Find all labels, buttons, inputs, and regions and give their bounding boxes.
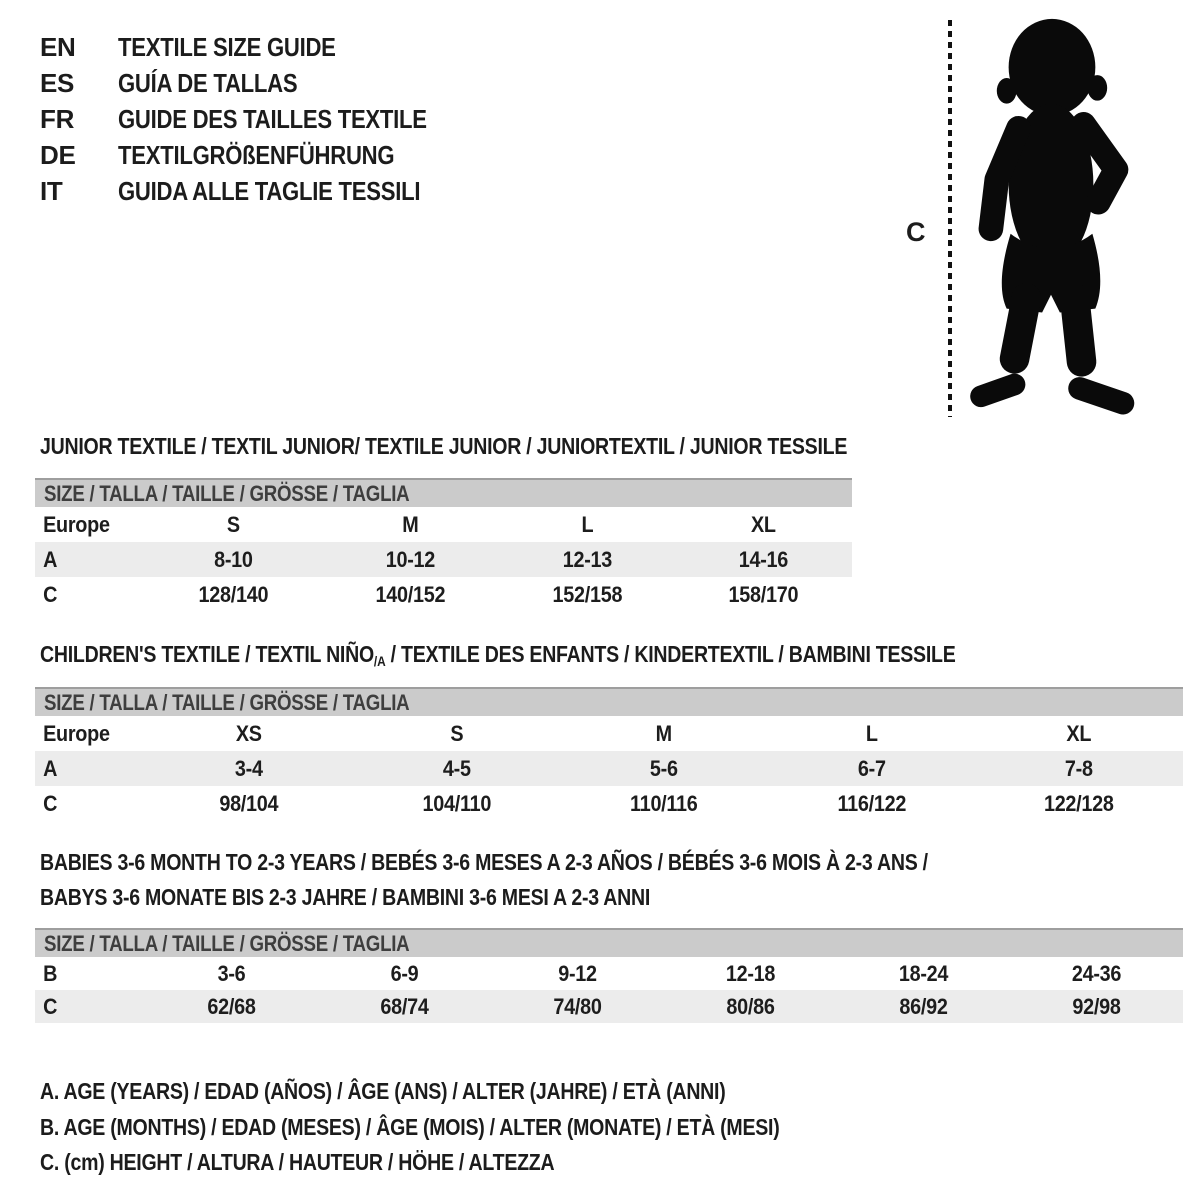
language-header (40, 30, 481, 209)
height-measure-dashed-line (948, 20, 952, 417)
table-cell: XL (751, 511, 776, 537)
table-row (35, 507, 852, 542)
table-cell: M (402, 511, 419, 537)
children-heading-pre: CHILDREN'S TEXTILE / TEXTIL NIÑO (40, 641, 374, 667)
table-cell: 14-16 (738, 546, 789, 572)
lang-title: GUÍA DE TALLAS (118, 68, 298, 99)
height-measure-label: C (906, 217, 926, 247)
babies-section-heading (40, 845, 1085, 915)
size-header-bar (35, 687, 1183, 716)
table-cell: 12-13 (562, 546, 612, 572)
footnote-a (40, 1074, 910, 1110)
lang-code: ES (40, 68, 75, 99)
table-cell: 110/116 (630, 790, 698, 816)
table-cell: 92/98 (1072, 993, 1121, 1019)
size-header-label: SIZE / TALLA / TAILLE / GRÖSSE / TAGLIA (44, 480, 410, 506)
table-cell: 68/74 (380, 993, 429, 1019)
table-cell: 24-36 (1071, 960, 1122, 986)
table-row (35, 990, 1183, 1023)
table-cell: 12-18 (725, 960, 776, 986)
table-cell: 122/128 (1044, 790, 1115, 816)
size-header-label: SIZE / TALLA / TAILLE / GRÖSSE / TAGLIA (44, 689, 410, 715)
footnote-b (40, 1110, 910, 1146)
junior-size-table (35, 478, 852, 612)
table-cell: M (655, 720, 673, 746)
table-row (35, 957, 1183, 990)
lang-row-en (40, 30, 481, 66)
table-cell: 3-4 (234, 755, 263, 781)
table-row (35, 751, 1183, 786)
table-cell: 152/158 (552, 581, 622, 607)
table-cell: 104/110 (422, 790, 491, 816)
footnote-text: B. AGE (MONTHS) / EDAD (MESES) / ÂGE (MOIS) / ALTER (MONATE) / ETÀ (MESI) (40, 1113, 780, 1140)
table-cell: 128/140 (198, 581, 269, 607)
size-header-label: SIZE / TALLA / TAILLE / GRÖSSE / TAGLIA (44, 930, 410, 956)
table-cell: 140/152 (375, 581, 445, 607)
table-cell: XS (235, 720, 262, 746)
lang-code: FR (40, 103, 75, 134)
table-cell: 10-12 (385, 546, 435, 572)
table-cell: 74/80 (553, 993, 602, 1019)
row-label: B (43, 960, 58, 986)
table-cell: 6-9 (390, 960, 419, 986)
junior-section-heading: JUNIOR TEXTILE / TEXTIL JUNIOR/ TEXTILE JUNIOR / JUNIORTEXTIL / JUNIOR TESSILE (40, 433, 848, 459)
row-label: C (43, 581, 58, 607)
table-row (35, 542, 852, 577)
row-label: Europe (43, 720, 110, 746)
footnote-text: A. AGE (YEARS) / EDAD (AÑOS) / ÂGE (ANS) / ALTER (JAHRE) / ETÀ (ANNI) (40, 1078, 726, 1105)
table-cell: 3-6 (217, 960, 246, 986)
table-cell: S (226, 511, 240, 537)
lang-row-es (40, 66, 481, 102)
lang-title: TEXTILE SIZE GUIDE (118, 32, 336, 63)
table-cell: 98/104 (219, 790, 279, 816)
row-label: A (43, 755, 58, 781)
lang-row-fr (40, 102, 481, 138)
table-cell: 158/170 (728, 581, 799, 607)
lang-title: GUIDA ALLE TAGLIE TESSILI (118, 175, 421, 206)
babies-heading-line1: BABIES 3-6 MONTH TO 2-3 YEARS / BEBÉS 3-6 MESES A 2-3 AÑOS / BÉBÉS 3-6 MOIS À 2-3 ANS / (40, 849, 928, 875)
table-cell: 6-7 (857, 755, 886, 781)
lang-title: TEXTILGRÖßENFÜHRUNG (118, 139, 395, 170)
children-section-heading (40, 641, 956, 669)
row-label: C (43, 790, 58, 816)
footnote-c (40, 1145, 910, 1181)
row-label: A (43, 546, 58, 572)
children-heading-sub: /A (373, 653, 386, 669)
table-cell: XL (1066, 720, 1092, 746)
table-cell: 86/92 (899, 993, 948, 1019)
table-cell: 62/68 (207, 993, 256, 1019)
toddler-silhouette-icon (957, 12, 1145, 416)
babies-size-table (35, 928, 1183, 1023)
table-cell: 7-8 (1065, 755, 1094, 781)
lang-row-it (40, 173, 481, 209)
table-cell: 18-24 (898, 960, 949, 986)
row-label: Europe (43, 511, 110, 537)
row-label: C (43, 993, 58, 1019)
table-cell: L (580, 511, 593, 537)
table-cell: S (449, 720, 463, 746)
table-row (35, 716, 1183, 751)
table-cell: L (865, 720, 878, 746)
size-header-bar (35, 478, 852, 507)
table-cell: 116/122 (837, 790, 906, 816)
lang-code: DE (40, 139, 76, 170)
table-row (35, 786, 1183, 821)
footnote-text: C. (cm) HEIGHT / ALTURA / HAUTEUR / HÖHE / ALTEZZA (40, 1149, 555, 1176)
babies-heading-line2: BABYS 3-6 MONATE BIS 2-3 JAHRE / BAMBINI 3-6 MESI A 2-3 ANNI (40, 884, 651, 910)
table-cell: 9-12 (558, 960, 597, 986)
children-size-table (35, 687, 1183, 821)
size-header-bar (35, 928, 1183, 957)
table-cell: 8-10 (214, 546, 253, 572)
footnotes (40, 1074, 910, 1181)
table-row (35, 577, 852, 612)
lang-row-de (40, 137, 481, 173)
table-cell: 80/86 (726, 993, 775, 1019)
lang-code: IT (40, 175, 63, 206)
lang-title: GUIDE DES TAILLES TEXTILE (118, 103, 427, 134)
table-cell: 5-6 (650, 755, 678, 781)
lang-code: EN (40, 32, 76, 63)
table-cell: 4-5 (442, 755, 471, 781)
children-heading-post: / TEXTILE DES ENFANTS / KINDERTEXTIL / BAMBINI TESSILE (385, 641, 956, 667)
